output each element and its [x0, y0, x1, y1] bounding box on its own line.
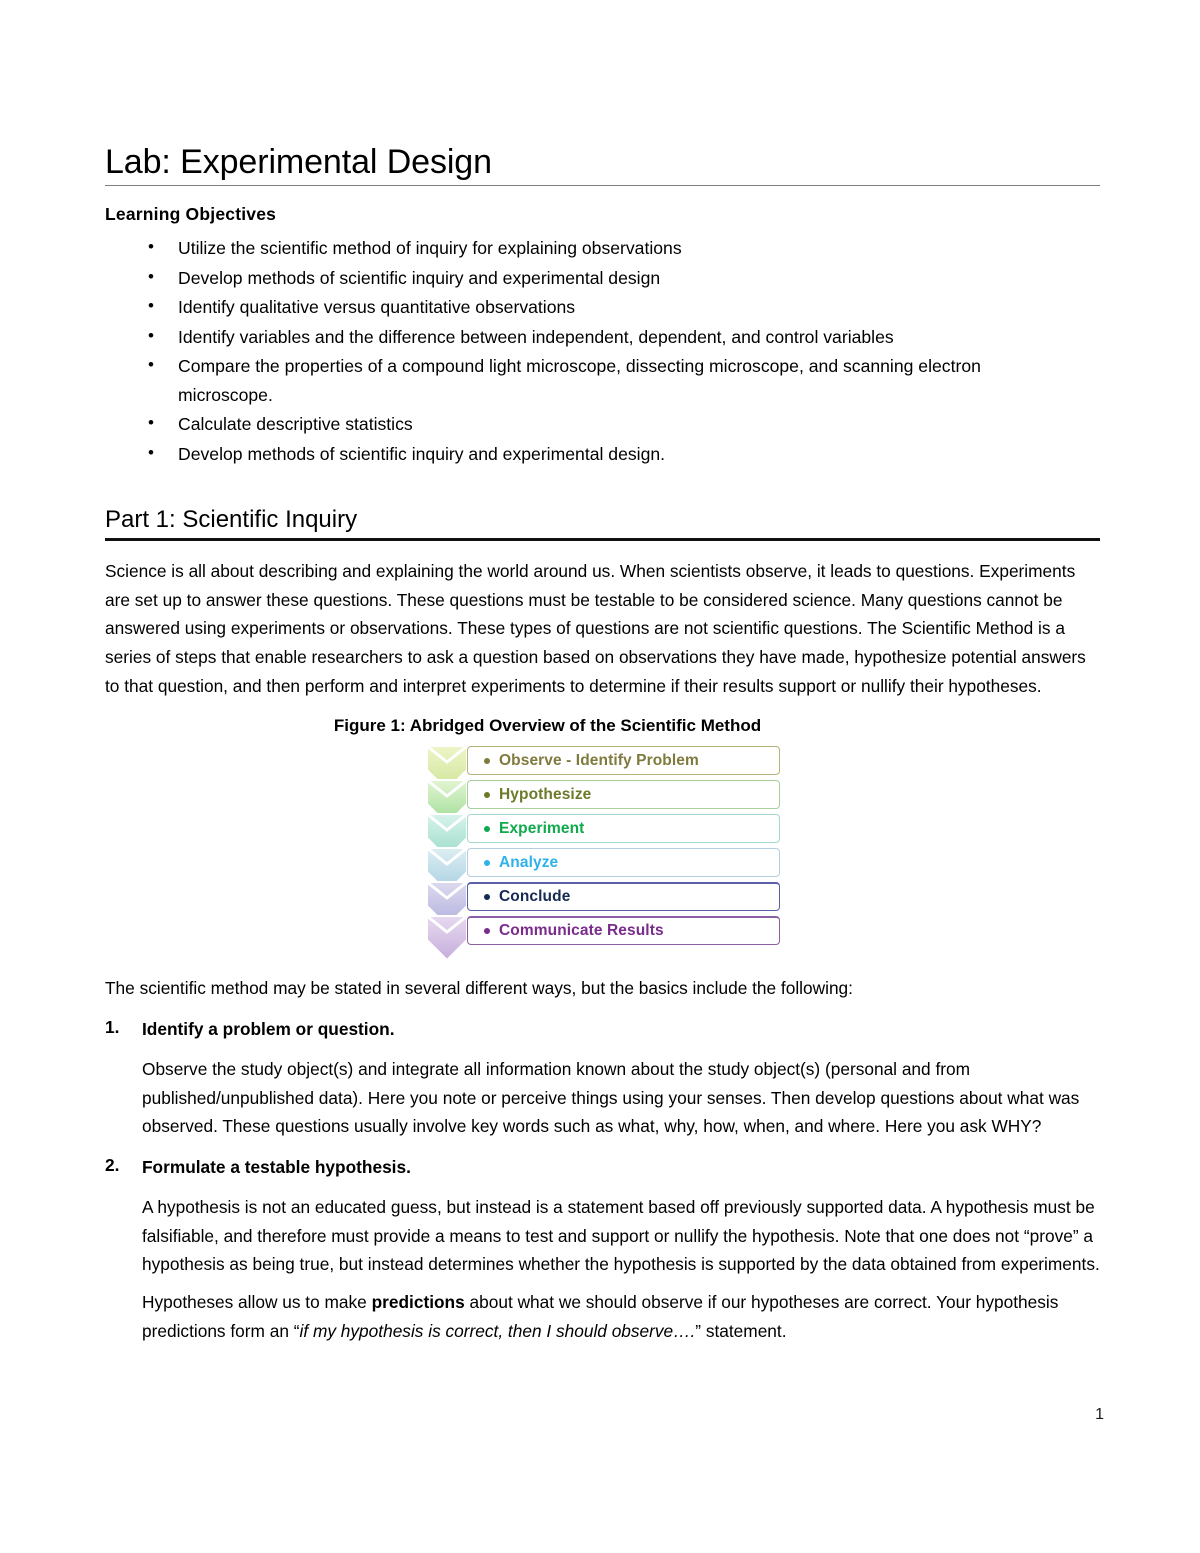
step-title: Identify a problem or question.	[142, 1019, 395, 1040]
after-figure-line: The scientific method may be stated in several different ways, but the basics include the following:	[105, 978, 853, 999]
diagram-bullet-icon	[484, 894, 490, 900]
page-title: Lab: Experimental Design	[105, 143, 492, 181]
diagram-step-label: Conclude	[499, 888, 571, 906]
diagram-bullet-icon	[484, 792, 490, 798]
diagram-step-row	[425, 914, 780, 948]
chevron-down-icon	[425, 914, 469, 964]
title-divider	[105, 185, 1100, 186]
figure-caption: Figure 1: Abridged Overview of the Scientific Method	[333, 716, 762, 736]
list-item: • Develop methods of scientific inquiry and experimental design	[105, 264, 1027, 293]
diagram-step-box	[467, 814, 780, 843]
diagram-bullet-icon	[484, 758, 490, 764]
diagram-step-box	[467, 780, 780, 809]
diagram-step-box	[467, 882, 780, 911]
list-item: • Utilize the scientific method of inquiry for explaining observations	[105, 234, 1027, 263]
step-number: 1.	[105, 1017, 120, 1038]
step-paragraph: Observe the study object(s) and integrate all information known about the study object(s) (personal and from published/unpublished data). Here you note or perceive things using your senses. Then develop questions about what was observed. These questions usually involve key words such as what, why, how, when, and where. Here you ask WHY?	[142, 1059, 1080, 1137]
diagram-step-label: Hypothesize	[499, 785, 592, 803]
step-title: Formulate a testable hypothesis.	[142, 1157, 411, 1178]
step-number: 2.	[105, 1155, 120, 1176]
diagram-step-row	[425, 880, 780, 914]
diagram-step-label: Communicate Results	[499, 922, 664, 940]
diagram-step-label: Analyze	[499, 853, 559, 871]
learning-objectives-heading: Learning Objectives	[105, 204, 277, 225]
predictions-text-part3: statement.	[701, 1320, 787, 1341]
predictions-text-part2: about what we should observe if our hypotheses are correct. Your hypothesis predictions form an	[142, 1292, 1059, 1341]
document-content	[105, 143, 1100, 1346]
quote-open: “	[293, 1320, 300, 1341]
diagram-bullet-icon	[484, 826, 490, 832]
numbered-step-2	[105, 1155, 1100, 1345]
diagram-step-box	[467, 848, 780, 877]
list-item: • Compare the properties of a compound light microscope, dissecting microscope, and scanning electron microscope.	[105, 352, 1027, 409]
diagram-step-row	[425, 744, 780, 778]
scientific-method-diagram	[425, 744, 780, 948]
step-paragraph: A hypothesis is not an educated guess, but instead is a statement based off previously supported data. A hypothesis must be falsifiable, and therefore must provide a means to test and support or nullify the hypothesis. Note that one does not “prove” a hypothesis as being true, but instead determines whether the hypothesis is supported by the data obtained from experiments.	[142, 1197, 1100, 1275]
diagram-bullet-icon	[484, 928, 490, 934]
diagram-step-row	[425, 778, 780, 812]
diagram-step-box	[467, 746, 780, 775]
part1-intro-paragraph: Science is all about describing and explaining the world around us. When scientists observe, it leads to questions. Experiments are set up to answer these questions. These questions must be testable to be considered science. Many questions cannot be answered using experiments or observations. These types of questions are not scientific questions. The Scientific Method is a series of steps that enable researchers to ask a question based on observations they have made, hypothesize potential answers to that question, and then perform and interpret experiments to determine if their results support or nullify their hypotheses.	[105, 560, 1086, 696]
part1-heading: Part 1: Scientific Inquiry	[105, 506, 358, 534]
list-item: • Develop methods of scientific inquiry and experimental design.	[105, 440, 1027, 469]
list-item: • Identify qualitative versus quantitative observations	[105, 293, 1027, 322]
diagram-step-box	[467, 916, 780, 945]
part1-divider	[105, 538, 1100, 541]
predictions-bold-word: predictions	[371, 1292, 465, 1313]
figure-1	[105, 716, 1100, 948]
step-paragraph-predictions	[142, 1288, 1100, 1345]
numbered-step-1	[105, 1017, 1100, 1141]
diagram-step-row	[425, 812, 780, 846]
diagram-step-row	[425, 846, 780, 880]
learning-objectives-list	[105, 234, 1100, 468]
quote-close: ”	[695, 1320, 702, 1341]
predictions-text-part1: Hypotheses allow us to make	[142, 1292, 372, 1313]
page-number: 1	[1095, 1406, 1104, 1423]
list-item: • Identify variables and the difference between independent, dependent, and control variables	[105, 323, 1027, 352]
diagram-bullet-icon	[484, 860, 490, 866]
diagram-step-label: Observe - Identify Problem	[499, 751, 699, 769]
diagram-step-label: Experiment	[499, 819, 585, 837]
predictions-italic-phrase: if my hypothesis is correct, then I should observe….	[299, 1320, 696, 1341]
list-item: • Calculate descriptive statistics	[105, 410, 1027, 439]
